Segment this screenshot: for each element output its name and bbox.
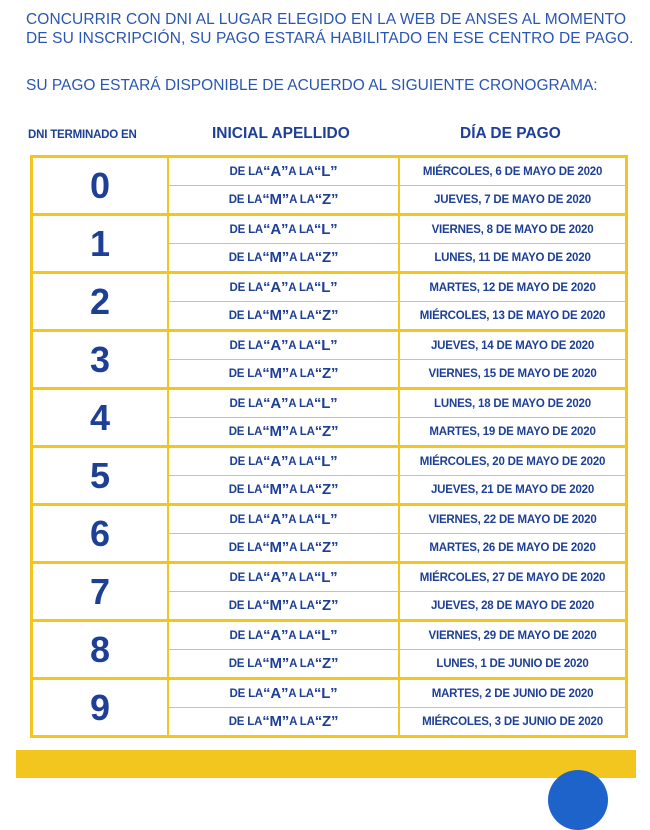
range-prefix: DE LA <box>229 513 264 526</box>
range-to: “L” <box>313 395 338 412</box>
initial-range-m-z <box>169 186 400 213</box>
range-from: “A” <box>263 395 289 412</box>
range-row-a-l <box>169 332 625 359</box>
range-mid: A LA <box>289 657 315 670</box>
range-prefix: DE LA <box>228 715 263 728</box>
header-initial: INICIAL APELLIDO <box>212 125 350 142</box>
range-prefix: DE LA <box>229 687 264 700</box>
range-mid: A LA <box>288 281 314 294</box>
range-to: “L” <box>313 685 338 702</box>
range-prefix: DE LA <box>228 309 263 322</box>
range-to: “Z” <box>314 713 339 730</box>
intro-text: CONCURRIR CON DNI AL LUGAR ELEGIDO EN LA WEB DE ANSES AL MOMENTO DE SU INSCRIPCIÓN, SU PAGO ESTARÁ HABILITADO EN ESE CENTRO DE PAGO. <box>26 11 634 47</box>
range-to: “L” <box>313 221 338 238</box>
dni-digit: 9 <box>33 680 169 735</box>
range-mid: A LA <box>288 513 314 526</box>
dni-digit: 2 <box>33 274 169 329</box>
circle-button[interactable] <box>548 770 608 830</box>
range-row-m-z <box>169 475 625 503</box>
dni-group-row <box>33 619 625 677</box>
range-from: “M” <box>262 249 290 266</box>
dni-digit: 0 <box>33 158 169 213</box>
bottom-yellow-bar <box>16 750 636 778</box>
range-from: “A” <box>263 221 289 238</box>
initial-range-a-l <box>169 506 400 533</box>
payment-date: JUEVES, 21 DE MAYO DE 2020 <box>430 483 595 496</box>
range-mid: A LA <box>289 309 315 322</box>
range-from: “M” <box>262 655 290 672</box>
range-row-a-l <box>169 564 625 591</box>
range-row-a-l <box>169 390 625 417</box>
range-prefix: DE LA <box>228 599 263 612</box>
range-to: “L” <box>313 627 338 644</box>
dni-digit: 4 <box>33 390 169 445</box>
initial-range-m-z <box>169 650 400 677</box>
range-from: “M” <box>262 307 290 324</box>
initial-range-m-z <box>169 534 400 561</box>
payment-date: LUNES, 18 DE MAYO DE 2020 <box>434 397 591 410</box>
header-dni: DNI TERMINADO EN <box>28 129 137 141</box>
range-to: “Z” <box>314 539 339 556</box>
range-from: “A” <box>263 511 289 528</box>
payment-schedule-table <box>30 155 628 738</box>
range-from: “A” <box>263 279 289 296</box>
initial-range-a-l <box>169 274 400 301</box>
dni-group-row <box>33 213 625 271</box>
payment-date: MIÉRCOLES, 3 DE JUNIO DE 2020 <box>422 715 603 728</box>
payment-date: VIERNES, 8 DE MAYO DE 2020 <box>431 223 594 236</box>
range-prefix: DE LA <box>229 455 264 468</box>
initial-range-a-l <box>169 622 400 649</box>
range-from: “A” <box>263 627 289 644</box>
range-prefix: DE LA <box>228 483 263 496</box>
range-to: “L” <box>313 279 338 296</box>
initial-range-m-z <box>169 418 400 445</box>
range-to: “Z” <box>314 307 339 324</box>
range-mid: A LA <box>288 629 314 642</box>
range-to: “L” <box>313 163 338 180</box>
initial-range-a-l <box>169 448 400 475</box>
range-from: “A” <box>263 337 289 354</box>
range-row-m-z <box>169 417 625 445</box>
range-row-a-l <box>169 622 625 649</box>
range-from: “M” <box>262 481 290 498</box>
range-prefix: DE LA <box>228 251 263 264</box>
range-mid: A LA <box>288 455 314 468</box>
range-mid: A LA <box>288 397 314 410</box>
range-row-m-z <box>169 533 625 561</box>
range-row-m-z <box>169 591 625 619</box>
range-row-a-l <box>169 158 625 185</box>
payment-date: VIERNES, 29 DE MAYO DE 2020 <box>428 629 597 642</box>
initial-range-a-l <box>169 216 400 243</box>
group-rows <box>169 680 625 735</box>
range-row-a-l <box>169 274 625 301</box>
payment-date: LUNES, 11 DE MAYO DE 2020 <box>434 251 591 264</box>
group-rows <box>169 158 625 213</box>
dni-digit: 6 <box>33 506 169 561</box>
dni-group-row <box>33 503 625 561</box>
dni-group-row <box>33 387 625 445</box>
payment-date: MARTES, 19 DE MAYO DE 2020 <box>429 425 596 438</box>
range-mid: A LA <box>289 715 315 728</box>
payment-date: JUEVES, 14 DE MAYO DE 2020 <box>430 339 595 352</box>
range-mid: A LA <box>289 193 315 206</box>
range-prefix: DE LA <box>229 165 264 178</box>
range-prefix: DE LA <box>229 629 264 642</box>
range-from: “A” <box>263 453 289 470</box>
range-from: “A” <box>263 685 289 702</box>
initial-range-m-z <box>169 244 400 271</box>
payment-date: MIÉRCOLES, 20 DE MAYO DE 2020 <box>419 455 606 468</box>
payment-date: MARTES, 2 DE JUNIO DE 2020 <box>431 687 594 700</box>
payment-date: MARTES, 26 DE MAYO DE 2020 <box>429 541 596 554</box>
range-prefix: DE LA <box>228 193 263 206</box>
range-mid: A LA <box>288 571 314 584</box>
range-row-a-l <box>169 216 625 243</box>
range-mid: A LA <box>289 251 315 264</box>
group-rows <box>169 564 625 619</box>
initial-range-a-l <box>169 390 400 417</box>
range-to: “L” <box>313 569 338 586</box>
range-mid: A LA <box>288 339 314 352</box>
range-to: “L” <box>313 453 338 470</box>
range-prefix: DE LA <box>228 541 263 554</box>
group-rows <box>169 506 625 561</box>
range-prefix: DE LA <box>229 339 264 352</box>
initial-range-m-z <box>169 476 400 503</box>
range-row-a-l <box>169 506 625 533</box>
range-from: “M” <box>262 365 290 382</box>
dni-group-row <box>33 329 625 387</box>
range-row-m-z <box>169 185 625 213</box>
range-from: “M” <box>262 597 290 614</box>
dni-group-row <box>33 561 625 619</box>
range-to: “Z” <box>314 423 339 440</box>
range-prefix: DE LA <box>228 367 263 380</box>
range-prefix: DE LA <box>228 425 263 438</box>
payment-date: MIÉRCOLES, 6 DE MAYO DE 2020 <box>422 165 603 178</box>
range-from: “A” <box>263 569 289 586</box>
dni-digit: 3 <box>33 332 169 387</box>
range-from: “M” <box>262 713 290 730</box>
range-prefix: DE LA <box>229 397 264 410</box>
range-row-m-z <box>169 243 625 271</box>
range-to: “Z” <box>314 655 339 672</box>
range-mid: A LA <box>289 425 315 438</box>
range-row-a-l <box>169 680 625 707</box>
range-prefix: DE LA <box>228 657 263 670</box>
range-to: “L” <box>313 337 338 354</box>
group-rows <box>169 216 625 271</box>
range-to: “L” <box>313 511 338 528</box>
range-prefix: DE LA <box>229 223 264 236</box>
range-row-a-l <box>169 448 625 475</box>
dni-digit: 7 <box>33 564 169 619</box>
range-row-m-z <box>169 301 625 329</box>
payment-date: JUEVES, 7 DE MAYO DE 2020 <box>434 193 591 206</box>
range-to: “Z” <box>314 249 339 266</box>
dni-digit: 5 <box>33 448 169 503</box>
payment-date: LUNES, 1 DE JUNIO DE 2020 <box>436 657 589 670</box>
dni-group-row <box>33 445 625 503</box>
initial-range-a-l <box>169 158 400 185</box>
range-from: “A” <box>263 163 289 180</box>
payment-date: VIERNES, 22 DE MAYO DE 2020 <box>428 513 597 526</box>
initial-range-m-z <box>169 708 400 735</box>
range-mid: A LA <box>289 599 315 612</box>
range-mid: A LA <box>289 367 315 380</box>
initial-range-m-z <box>169 592 400 619</box>
range-mid: A LA <box>289 541 315 554</box>
range-to: “Z” <box>314 481 339 498</box>
payment-date: MARTES, 12 DE MAYO DE 2020 <box>429 281 596 294</box>
range-from: “M” <box>262 423 290 440</box>
range-row-m-z <box>169 359 625 387</box>
initial-range-m-z <box>169 360 400 387</box>
dni-digit: 8 <box>33 622 169 677</box>
range-from: “M” <box>262 539 290 556</box>
dni-digit: 1 <box>33 216 169 271</box>
dni-group-row <box>33 158 625 213</box>
dni-group-row <box>33 271 625 329</box>
range-mid: A LA <box>288 223 314 236</box>
group-rows <box>169 332 625 387</box>
range-row-m-z <box>169 707 625 735</box>
group-rows <box>169 448 625 503</box>
group-rows <box>169 390 625 445</box>
initial-range-a-l <box>169 332 400 359</box>
range-to: “Z” <box>314 191 339 208</box>
range-row-m-z <box>169 649 625 677</box>
range-prefix: DE LA <box>229 571 264 584</box>
range-mid: A LA <box>288 165 314 178</box>
range-mid: A LA <box>288 687 314 700</box>
dni-group-row <box>33 677 625 735</box>
range-to: “Z” <box>314 597 339 614</box>
group-rows <box>169 274 625 329</box>
payment-date: VIERNES, 15 DE MAYO DE 2020 <box>428 367 597 380</box>
range-prefix: DE LA <box>229 281 264 294</box>
initial-range-a-l <box>169 564 400 591</box>
initial-range-m-z <box>169 302 400 329</box>
range-from: “M” <box>262 191 290 208</box>
initial-range-a-l <box>169 680 400 707</box>
payment-date: MIÉRCOLES, 27 DE MAYO DE 2020 <box>419 571 606 584</box>
range-mid: A LA <box>289 483 315 496</box>
payment-date: MIÉRCOLES, 13 DE MAYO DE 2020 <box>419 309 606 322</box>
header-day: DÍA DE PAGO <box>460 125 561 142</box>
range-to: “Z” <box>314 365 339 382</box>
payment-date: JUEVES, 28 DE MAYO DE 2020 <box>430 599 595 612</box>
schedule-intro-text: SU PAGO ESTARÁ DISPONIBLE DE ACUERDO AL SIGUIENTE CRONOGRAMA: <box>26 77 598 94</box>
group-rows <box>169 622 625 677</box>
